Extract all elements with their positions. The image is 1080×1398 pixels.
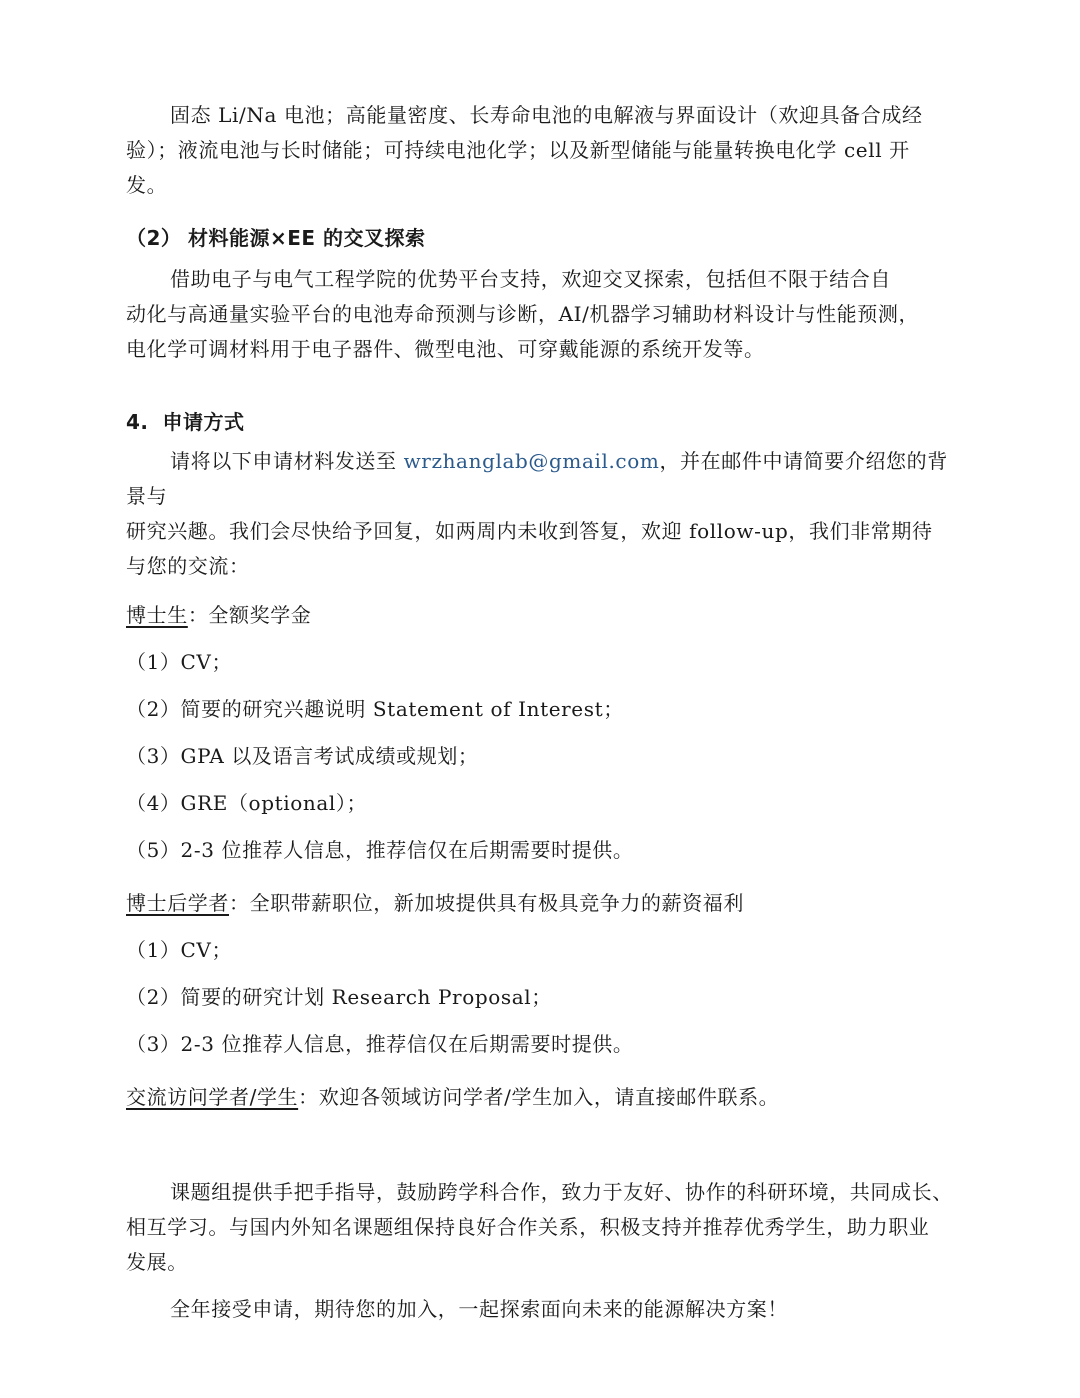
phd-item-5: （5）2-3 位推荐人信息，推荐信仅在后期需要时提供。 [126, 838, 634, 862]
section-4-line-3: 与您的交流： [126, 554, 250, 578]
phd-item-3: （3）GPA 以及语言考试成绩或规划； [126, 744, 479, 768]
postdoc-item-2: （2）简要的研究计划 Research Proposal； [126, 985, 552, 1009]
phd-item-2: （2）简要的研究兴趣说明 Statement of Interest； [126, 697, 624, 721]
postdoc-item-3: （3）2-3 位推荐人信息，推荐信仅在后期需要时提供。 [126, 1032, 634, 1056]
postdoc-role-name: 博士后学者 [126, 891, 229, 915]
section-4-line-1-before: 请将以下申请材料发送至 [170, 449, 404, 473]
visiting-role-desc: ：欢迎各领域访问学者/学生加入，请直接邮件联系。 [298, 1085, 780, 1109]
closing-paragraph-2: 全年接受申请，期待您的加入，一起探索面向未来的能源解决方案！ [170, 1297, 788, 1321]
phd-role [126, 598, 966, 633]
section-4-title: 申请方式 [162, 410, 245, 434]
section-2-line-1: 借助电子与电气工程学院的优势平台支持，欢迎交叉探索，包括但不限于结合自 [170, 267, 891, 291]
visiting-role-name: 交流访问学者/学生 [126, 1085, 299, 1109]
phd-role-desc: ：全额奖学金 [187, 603, 312, 627]
section-4-line-2: 研究兴趣。我们会尽快给予回复，如两周内未收到答复，欢迎 follow-up，我们非常期待 [126, 519, 933, 543]
postdoc-role-desc: ：全职带薪职位，新加坡提供具有极具竞争力的薪资福利 [229, 891, 744, 915]
spacer [126, 1127, 966, 1175]
section-4-number: 4. [126, 410, 149, 434]
section-2-heading [126, 221, 966, 256]
section-4-heading [126, 405, 966, 440]
closing-line-1: 课题组提供手把手指导，鼓励跨学科合作，致力于友好、协作的科研环境，共同成长、 [170, 1180, 953, 1204]
section-4-line-1 [126, 444, 966, 514]
section-2-line-2: 动化与高通量实验平台的电池寿命预测与诊断，AI/机器学习辅助材料设计与性能预测， [126, 302, 920, 326]
email-link[interactable]: wrzhanglab@gmail.com [403, 449, 660, 473]
closing-paragraph-1 [126, 1175, 966, 1280]
document-page [126, 98, 966, 1327]
intro-paragraph [126, 98, 966, 203]
section-4-line-1-after: ，并在邮件中请简要介绍您的背景与 [126, 449, 948, 508]
section-2-title: 材料能源×EE 的交叉探索 [188, 226, 426, 250]
phd-item-4: （4）GRE（optional）； [126, 791, 368, 815]
phd-item-1: （1）CV； [126, 650, 233, 674]
section-2-number: （2） [126, 226, 182, 250]
spacer [126, 1280, 966, 1292]
closing-line-3: 发展。 [126, 1250, 188, 1274]
closing-line-2: 相互学习。与国内外知名课题组保持良好合作关系，积极支持并推荐优秀学生，助力职业 [126, 1215, 930, 1239]
section-2-paragraph [126, 262, 966, 367]
postdoc-item-1: （1）CV； [126, 938, 233, 962]
intro-line-3: 发。 [126, 173, 168, 197]
postdoc-role [126, 886, 966, 921]
postdoc-requirements-list [126, 933, 966, 1062]
intro-line-1: 固态 Li/Na 电池；高能量密度、长寿命电池的电解液与界面设计（欢迎具备合成经 [170, 103, 923, 127]
intro-line-2: 验）；液流电池与长时储能；可持续电池化学；以及新型储能与能量转换电化学 cell 开 [126, 138, 910, 162]
visiting-role [126, 1080, 966, 1115]
section-4-paragraph [126, 444, 966, 584]
phd-role-name: 博士生 [126, 603, 188, 627]
phd-requirements-list [126, 645, 966, 868]
section-2-line-3: 电化学可调材料用于电子器件、微型电池、可穿戴能源的系统开发等。 [126, 337, 765, 361]
